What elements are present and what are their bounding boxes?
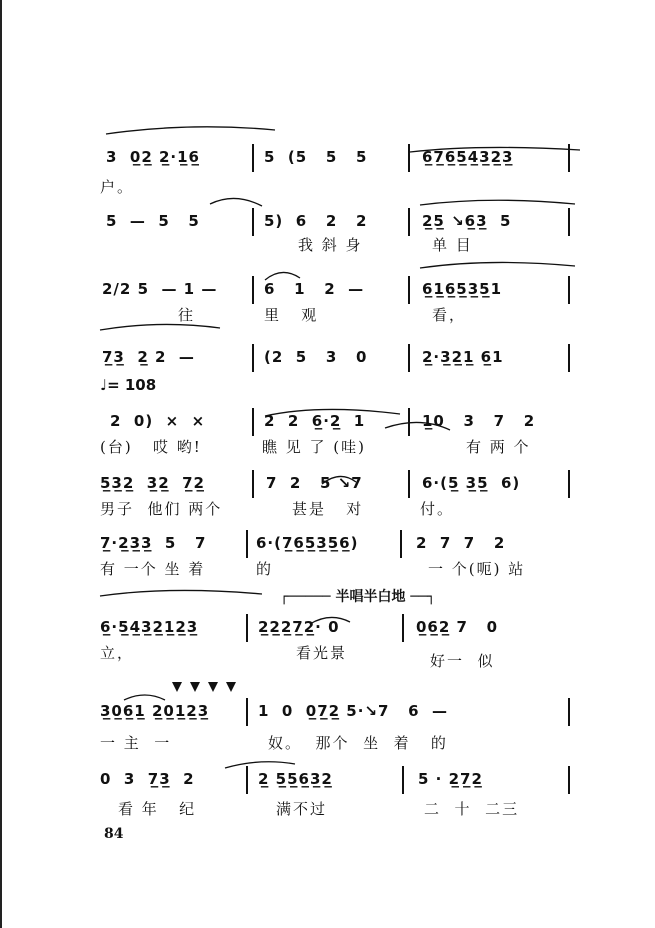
measure-notes: 6̲7̲6̲5̲4̲3̲2̲3̲	[422, 148, 514, 166]
bar-line	[246, 530, 248, 558]
measure-notes: 7̲3̲ 2̲ 2 —	[102, 348, 195, 366]
lyric-line: 有 两 个	[466, 438, 531, 456]
bar-line	[568, 470, 570, 498]
lyric-line: 满不过	[276, 800, 328, 818]
bar-line	[246, 766, 248, 794]
lyric-line: 一 个(呃) 站	[428, 560, 526, 578]
section-mark-text: 半唱半白地	[335, 589, 406, 605]
lyric-line: 看光景	[296, 644, 348, 662]
lyric-line: 户。	[100, 178, 135, 196]
measure-notes: 2̲ 5̲5̲6̲3̲2̲	[258, 770, 333, 788]
lyric-line: 奴。 那个 坐 着 的	[268, 734, 448, 752]
measure-notes: 2̲2̲2̲7̲2̲· 0	[258, 618, 340, 636]
measure-notes: 1 0 0̲7̲2̲ 5·↘7 6 —	[258, 702, 448, 720]
lyric-line: 往	[178, 306, 196, 324]
lyric-line: 看 年 纪	[118, 800, 197, 818]
bar-line	[408, 470, 410, 498]
bar-line	[402, 614, 404, 642]
measure-notes: 6 1 2 —	[264, 280, 365, 298]
bar-line	[568, 344, 570, 372]
bar-line	[568, 698, 570, 726]
measure-notes: 5) 6 2 2	[264, 212, 368, 230]
bar-line	[568, 144, 570, 172]
measure-notes: 6̲1̲6̲5̲3̲5̲1	[422, 280, 503, 298]
lyric-line: 的	[256, 560, 274, 578]
measure-notes: 5 — 5 5	[106, 212, 200, 230]
page-number: 84	[104, 826, 124, 842]
bar-line	[252, 344, 254, 372]
measure-notes: 0 3 7̲3̲ 2	[100, 770, 195, 788]
measure-notes: 0̲6̲2̲ 7 0	[416, 618, 499, 636]
bar-line	[252, 144, 254, 172]
measure-notes: 2 7 7 2	[416, 534, 506, 552]
section-bracket: ┌───── 半唱半白地 ──┐	[280, 589, 436, 605]
lyric-line: 立，	[100, 644, 135, 662]
tempo-marking: ♩= 108	[100, 376, 157, 394]
measure-notes: 1̲0 3 7 2	[422, 412, 536, 430]
measure-notes: 3 0̲2̲ 2̲·1̲6̲	[106, 148, 200, 166]
measure-notes: 2/2 5 — 1 —	[102, 280, 218, 298]
lyric-line: 男子 他们 两个	[100, 500, 223, 518]
bar-line	[408, 208, 410, 236]
bar-line	[408, 344, 410, 372]
bar-line	[568, 276, 570, 304]
lyric-line: 我 斜 身	[298, 236, 363, 254]
measure-notes: 6̲·5̲4̲3̲2̲1̲2̲3̲	[100, 618, 199, 636]
bar-line	[568, 766, 570, 794]
bar-line	[252, 470, 254, 498]
bar-line	[252, 208, 254, 236]
bar-line	[252, 408, 254, 436]
lyric-line: 二 十 二三	[424, 800, 520, 818]
measure-notes: 3̲0̲6̲1̲ 2̲0̲1̲2̲3̲	[100, 702, 210, 720]
lyric-line: 一 主 一	[100, 734, 172, 752]
measure-notes: 2 2 6̲·2̲ 1	[264, 412, 366, 430]
measure-notes: 2̲5̲ ↘6̲3̲ 5	[422, 212, 512, 230]
lyric-line: 瞧 见 了 (哇)	[262, 438, 367, 456]
measure-notes: 2̲·3̲2̲1̲ 6̲1	[422, 348, 504, 366]
lyric-line: 好一 似	[430, 652, 495, 670]
measure-notes: 5 · 2̲7̲2̲	[418, 770, 483, 788]
lyric-line: 有 一个 坐 着	[100, 560, 206, 578]
measure-notes: 7̲·2̲3̲3̲ 5 7	[100, 534, 207, 552]
lyric-line: 甚是 对	[292, 500, 364, 518]
lyric-line: 单 目	[432, 236, 473, 254]
lyric-line: 付。	[420, 500, 455, 518]
bar-line	[568, 208, 570, 236]
bar-line	[252, 276, 254, 304]
bar-line	[402, 766, 404, 794]
bar-line	[408, 144, 410, 172]
measure-notes: 5̲3̲2̲ 3̲2̲ 7̲2̲	[100, 474, 205, 492]
lyric-line: 看，	[432, 306, 467, 324]
measure-notes: 6·(5̲ 3̲5̲ 6)	[422, 474, 521, 492]
lyric-line: (台) 哎 哟!	[100, 438, 202, 456]
measure-notes: 7 2 5 ↘7	[266, 474, 363, 492]
measure-notes: 2 0) × ×	[110, 412, 206, 430]
bar-line	[246, 614, 248, 642]
bar-line	[400, 530, 402, 558]
measure-notes: (2 5 3 0	[264, 348, 368, 366]
bar-line	[408, 408, 410, 436]
lyric-line: 里 观	[264, 306, 319, 324]
bar-line	[408, 276, 410, 304]
measure-notes: 5 (5 5 5	[264, 148, 368, 166]
bar-line	[246, 698, 248, 726]
measure-notes: 6·(7̲6̲5̲3̲5̲6̲)	[256, 534, 359, 552]
